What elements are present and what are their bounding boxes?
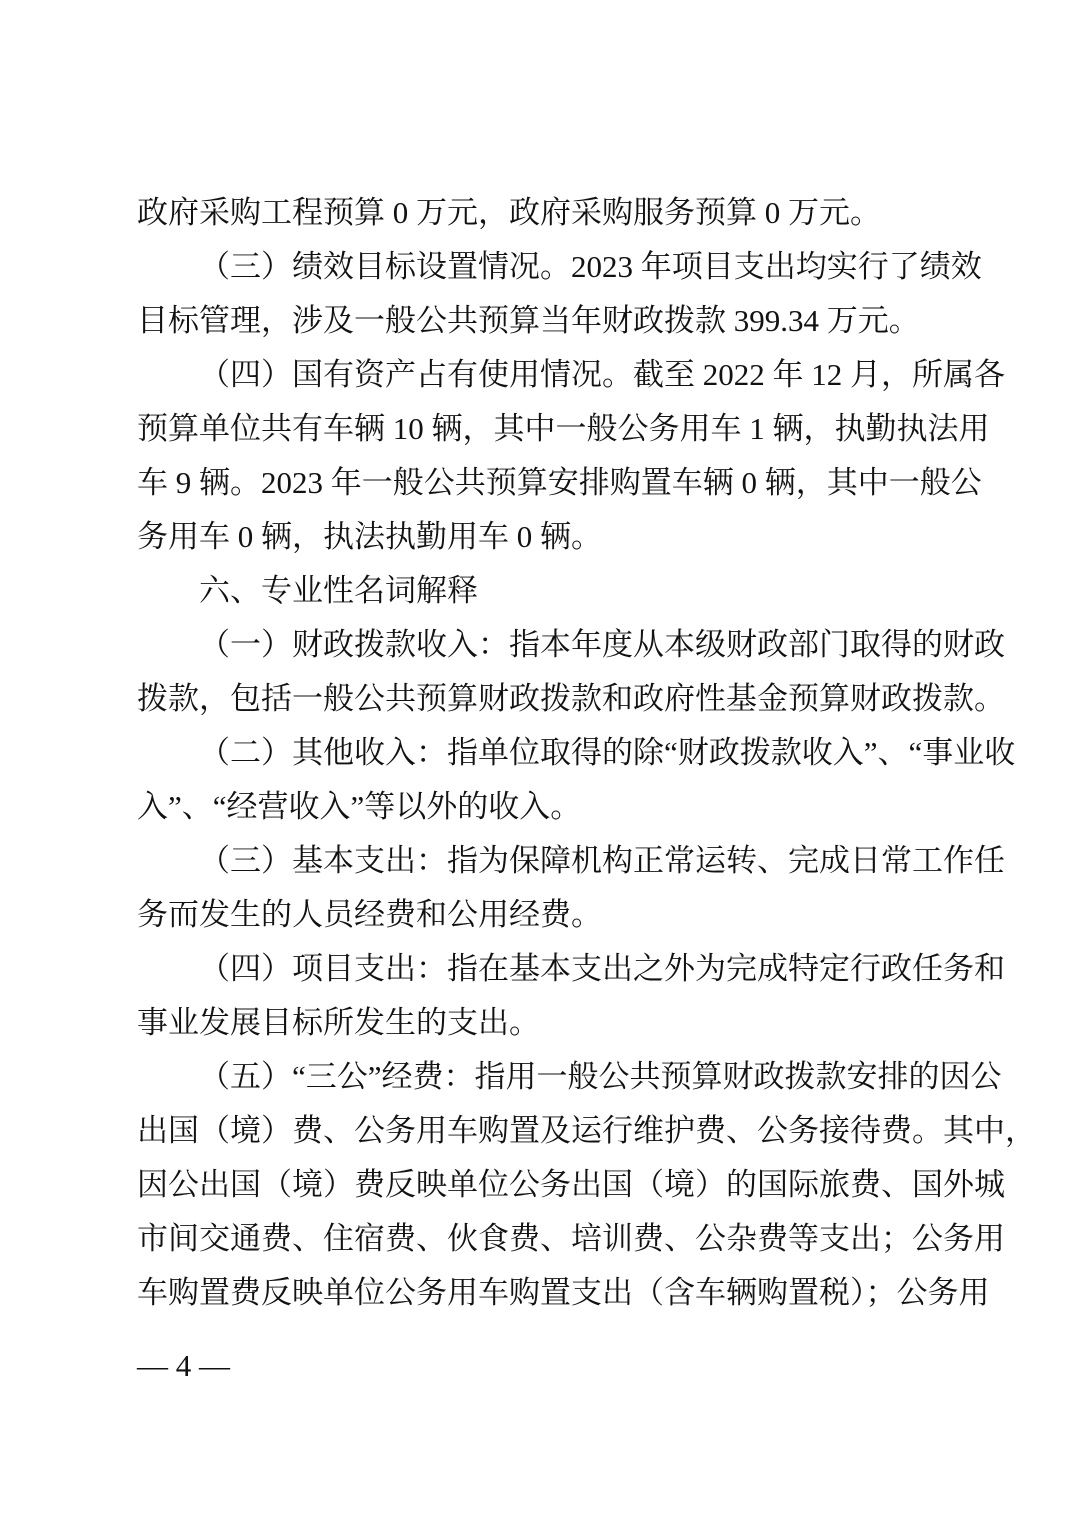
section-heading: 六、专业性名词解释 <box>199 573 478 608</box>
text-line: （三）基本支出：指为保障机构正常运转、完成日常工作任 <box>199 843 1005 878</box>
document-body <box>137 186 1036 1320</box>
text-line: 入”、“经营收入”等以外的收入。 <box>137 789 582 824</box>
text-line: 务而发生的人员经费和公用经费。 <box>137 897 602 932</box>
text-line: 目标管理，涉及一般公共预算当年财政拨款 399.34 万元。 <box>137 303 920 338</box>
text-line: （四）国有资产占有使用情况。截至 2022 年 12 月，所属各 <box>199 357 1005 392</box>
text-line: 市间交通费、住宿费、伙食费、培训费、公杂费等支出；公务用 <box>137 1221 1005 1256</box>
text-line: 车购置费反映单位公务用车购置支出（含车辆购置税）；公务用 <box>137 1275 990 1310</box>
page-number: — 4 — <box>137 1348 230 1383</box>
text-line: （二）其他收入：指单位取得的除“财政拨款收入”、“事业收 <box>199 735 1016 770</box>
text-line: （一）财政拨款收入：指本年度从本级财政部门取得的财政 <box>199 627 1005 662</box>
text-line: 预算单位共有车辆 10 辆，其中一般公务用车 1 辆，执勤执法用 <box>137 411 990 446</box>
text-line: 拨款，包括一般公共预算财政拨款和政府性基金预算财政拨款。 <box>137 681 1005 716</box>
text-line: 因公出国（境）费反映单位公务出国（境）的国际旅费、国外城 <box>137 1167 1005 1202</box>
text-line: （四）项目支出：指在基本支出之外为完成特定行政任务和 <box>199 951 1005 986</box>
text-line: （三）绩效目标设置情况。2023 年项目支出均实行了绩效 <box>199 249 982 284</box>
text-line: 事业发展目标所发生的支出。 <box>137 1005 540 1040</box>
text-line: 出国（境）费、公务用车购置及运行维护费、公务接待费。其中， <box>137 1113 1036 1148</box>
text-line: 务用车 0 辆，执法执勤用车 0 辆。 <box>137 519 602 554</box>
text-line: 车 9 辆。2023 年一般公共预算安排购置车辆 0 辆，其中一般公 <box>137 465 982 500</box>
text-line: （五）“三公”经费：指用一般公共预算财政拨款安排的因公 <box>199 1059 1002 1094</box>
text-line: 政府采购工程预算 0 万元，政府采购服务预算 0 万元。 <box>137 195 881 230</box>
